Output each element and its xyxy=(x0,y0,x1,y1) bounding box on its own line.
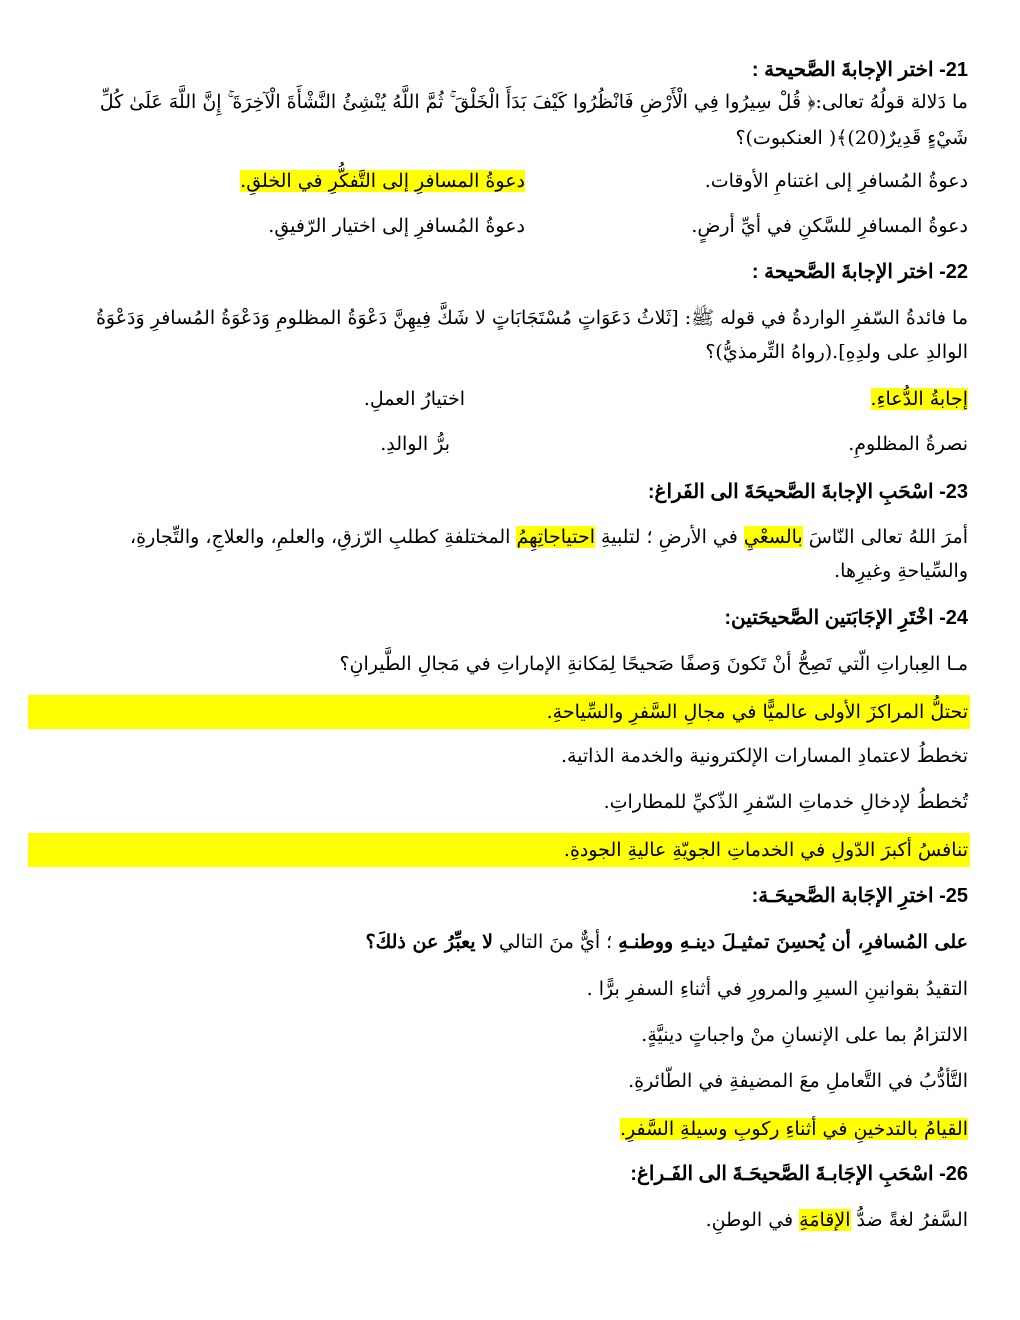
q25-title: 25- اخترِ الإجَابة الصَّحيحَـة: xyxy=(751,885,968,907)
q24-stem: مـا العِباراتِ الّتي تَصِحُّ أنْ تَكونَ وَصفًا صَحيحًا لِمَكانةِ الإماراتِ في مَجالِ الطَّيرانِ؟ xyxy=(339,653,968,675)
q25-option-3[interactable]: التَّأدُّبُ في التَّعاملِ معَ المضيفةِ في الطّائرةِ. xyxy=(628,1070,968,1092)
q23-title: 23- اسْحَبِ الإجابةَ الصَّحيحَةَ الى الفَراغ: xyxy=(647,481,968,503)
q21-title: 21- اختر الإجابةَ الصَّحيحة : xyxy=(751,59,968,81)
q22-option-1[interactable] xyxy=(871,385,968,413)
q23-text-line2: والسِّياحةِ وغيرِها. xyxy=(834,560,968,582)
q23-text-line1 xyxy=(130,523,968,551)
q22-title: 22- اختر الإجابةَ الصَّحيحة : xyxy=(751,261,968,283)
q25-option-2[interactable]: الالتزامُ بما على الإنسانِ منْ واجباتٍ دينيَّةٍ. xyxy=(641,1024,968,1046)
q24-option-3[interactable]: تُخططُ لإدخالِ خدماتِ السّفرِ الذّكيِّ للمطاراتِ. xyxy=(603,791,968,813)
q23-text-part-a: أمرَ اللهُ تعالى النّاسَ xyxy=(802,526,968,548)
q23-text-part-c: في الأرضِ ؛ لتلبيةِ xyxy=(594,526,744,548)
q26-blank[interactable]: الإقامَةِ xyxy=(799,1209,851,1231)
q24-option-4[interactable]: تنافسُ أكبرَ الدّولِ في الخدماتِ الجويّةِ عاليةِ الجودةِ. xyxy=(563,839,968,861)
q22-option-2[interactable]: اختيارُ العملِ. xyxy=(363,388,465,410)
q22-stem-line2: الوالدِ على ولدِهِ].(رواهُ التِّرمذيُّ)؟ xyxy=(705,341,968,363)
q26-text xyxy=(706,1206,968,1234)
q25-option-4-highlight: القيامُ بالتدخينِ في أثناءِ ركوبِ وسيلةِ السَّفرِ. xyxy=(619,1118,968,1140)
q26-title: 26- اسْحَبِ الإجَابـةَ الصَّحيحَـةَ الى الفَـراغ: xyxy=(630,1163,968,1185)
q24-title: 24- اخْتَرِ الإجَابَتين الصَّحيحَتين: xyxy=(724,607,968,629)
q25-option-4[interactable] xyxy=(620,1115,968,1143)
q22-option-3[interactable]: نصرةُ المظلومِ. xyxy=(848,433,968,455)
q22-option-1-highlight: إجابةُ الدُّعاءِ. xyxy=(870,388,968,410)
q25-stem-part-b: ؛ أيٌّ منَ التالي xyxy=(493,931,619,953)
q25-stem-part-a: على المُسافرِ، أن يُحسِنَ تمثيـلَ دينـهِ ووطنـهِ xyxy=(618,931,968,953)
q21-option-2[interactable] xyxy=(240,167,525,195)
q23-text-part-e: المختلفةِ كطلبِ الرّزقِ، والعلمِ، والعلاجِ، والتِّجارةِ، xyxy=(130,526,517,548)
q23-blank-1[interactable]: بالسعْيِ xyxy=(743,526,803,548)
q23-blank-2[interactable]: احتياجاتِهِمُ xyxy=(516,526,595,548)
q24-option-1[interactable]: تحتلُّ المراكزَ الأولى عالميًّا في مجالِ السَّفرِ والسِّياحةِ. xyxy=(546,701,968,723)
q21-stem-line1: ما دَلالة قولُهُ تعالى:﴿ قُلْ سِيرُوا فِي الْأَرْضِ فَانْظُرُوا كَيْفَ بَدَأَ الْخَلْقَ ۚ ثُمَّ اللَّهُ يُنْشِئُ النَّشْأَةَ الْآخِرَةَ ۚ إِنَّ اللَّهَ عَلَىٰ كُلِّ xyxy=(99,91,968,113)
q26-text-part-a: السَّفرُ لغةً ضدُّ xyxy=(850,1209,968,1231)
q21-option-2-highlight: دعوةُ المسافرِ إلى التَّفكُّرِ في الخلقِ. xyxy=(240,170,525,192)
q22-option-4[interactable]: برُّ الوالدِ. xyxy=(380,433,450,455)
q25-option-1[interactable]: التقيدُ بقوانينِ السيرِ والمرورِ في أثناءِ السفرِ برًّا . xyxy=(586,978,968,1000)
q21-option-3[interactable]: دعوةُ المسافرِ للسَّكنِ في أيِّ أرضٍ. xyxy=(691,215,968,237)
q25-stem xyxy=(366,928,968,956)
q21-option-1[interactable]: دعوةُ المُسافرِ إلى اغتنامِ الأوقات. xyxy=(704,170,968,192)
q21-stem-line2: شَيْءٍ قَدِيرٌ(20)﴾( العنكبوت)؟ xyxy=(735,127,968,149)
q26-text-part-c: في الوطنِ. xyxy=(705,1209,800,1231)
q21-option-4[interactable]: دعوةُ المُسافرِ إلى اختيار الرّفيقِ. xyxy=(268,215,525,237)
q25-stem-part-c: لا يعبِّرُ عن ذلكَ؟ xyxy=(365,931,494,953)
q22-stem-line1: ما فائدةُ السّفرِ الواردةُ في قوله ﷺ: [ثَلاثُ دَعَوَاتٍ مُسْتَجَابَاتٍ لا شَكَّ فِيهِنَّ دَعْوَةُ المظلومِ وَدَعْوَةُ المُسافرِ وَدَعْوَةُ xyxy=(95,307,968,329)
q24-option-2[interactable]: تخططُ لاعتمادِ المسارات الإلكترونية والخدمة الذاتية. xyxy=(560,745,968,767)
